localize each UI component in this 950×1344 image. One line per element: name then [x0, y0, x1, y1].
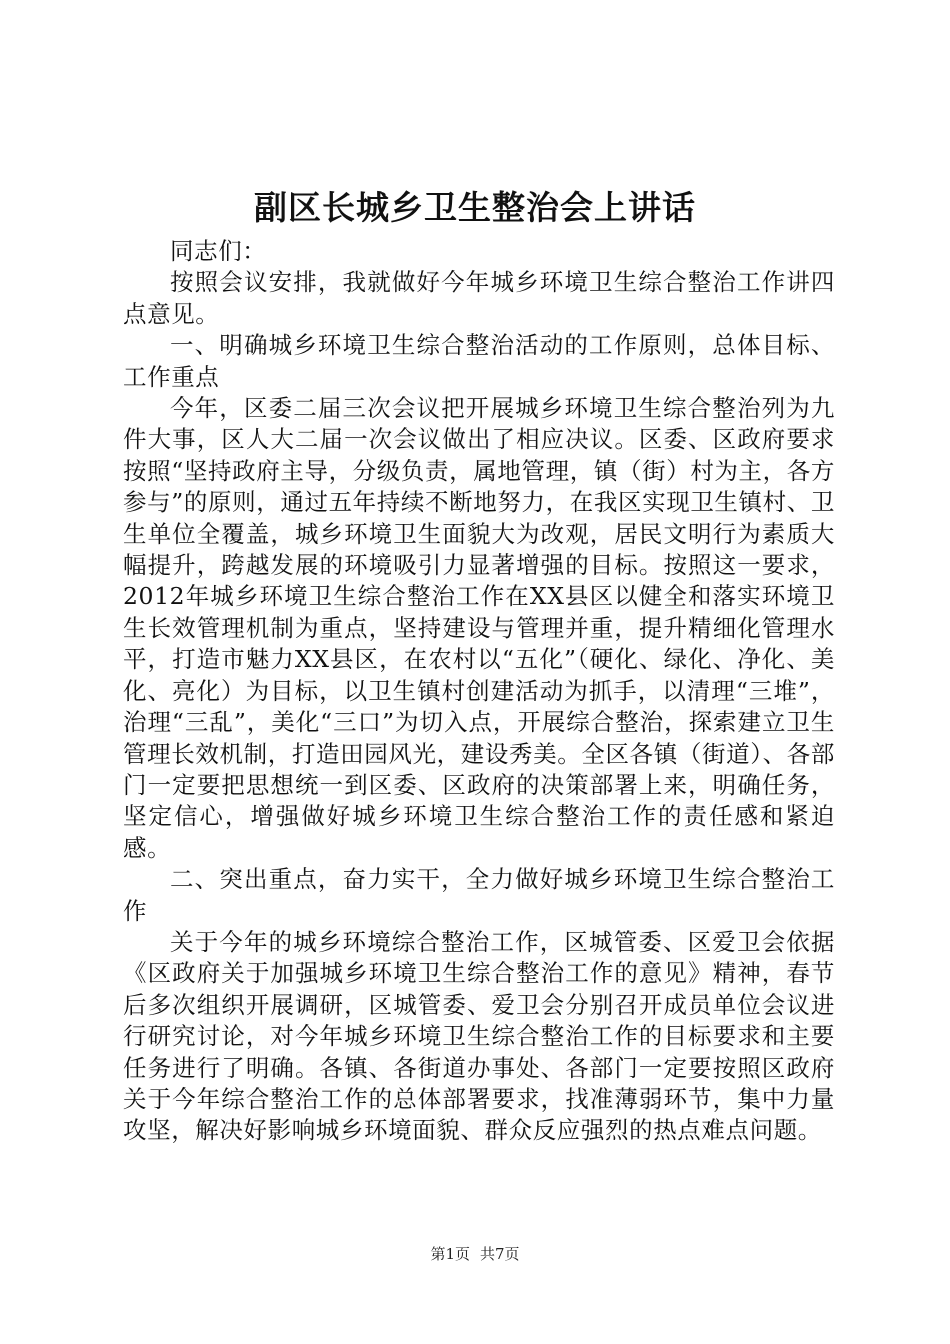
page-total: 共7页: [480, 1245, 520, 1263]
section-heading-2: 二、突出重点，奋力实干，全力做好城乡环境卫生综合整治工作: [123, 865, 835, 925]
section-heading-1: 一、明确城乡环境卫生综合整治活动的工作原则，总体目标、工作重点: [123, 331, 835, 391]
paragraph-section-2: 关于今年的城乡环境综合整治工作，区城管委、区爱卫会依据《区政府关于加强城乡环境卫生综合整治工作的意见》精神，春节后多次组织开展调研，区城管委、爱卫会分别召开成员单位会议进行研究讨论，对今年城乡环境卫生综合整治工作的目标要求和主要任务进行了明确。各镇、各街道办事处、各部门一定要按照区政府关于今年综合整治工作的总体部署要求，找准薄弱环节，集中力量攻坚，解决好影响城乡环境面貌、群众反应强烈的热点难点问题。: [123, 927, 835, 1145]
paragraph-intro: 按照会议安排，我就做好今年城乡环境卫生综合整治工作讲四点意见。: [123, 268, 835, 328]
document-title: 副区长城乡卫生整治会上讲话: [254, 188, 696, 227]
paragraph-section-1: 今年，区委二届三次会议把开展城乡环境卫生综合整治列为九件大事，区人大二届一次会议做出了相应决议。区委、区政府要求按照“坚持政府主导，分级负责，属地管理，镇（街）村为主，各方参与”的原则，通过五年持续不断地努力，在我区实现卫生镇村、卫生单位全覆盖，城乡环境卫生面貌大为改观，居民文明行为素质大幅提升，跨越发展的环境吸引力显著增强的目标。按照这一要求，2012年城乡环境卫生综合整治工作在XX县区以健全和落实环境卫生长效管理机制为重点，坚持建设与管理并重，提升精细化管理水平，打造市魅力XX县区，在农村以“五化”（硬化、绿化、净化、美化、亮化）为目标，以卫生镇村创建活动为抓手，以清理“三堆”，治理“三乱”，美化“三口”为切入点，开展综合整治，探索建立卫生管理长效机制，打造田园风光，建设秀美。全区各镇（街道）、各部门一定要把思想统一到区委、区政府的决策部署上来，明确任务，坚定信心，增强做好城乡环境卫生综合整治工作的责任感和紧迫感。: [123, 394, 835, 862]
document-body: [123, 236, 835, 1147]
salutation: 同志们：: [170, 237, 267, 265]
page-number: 第1页: [430, 1245, 470, 1263]
page-footer: [0, 1244, 950, 1264]
